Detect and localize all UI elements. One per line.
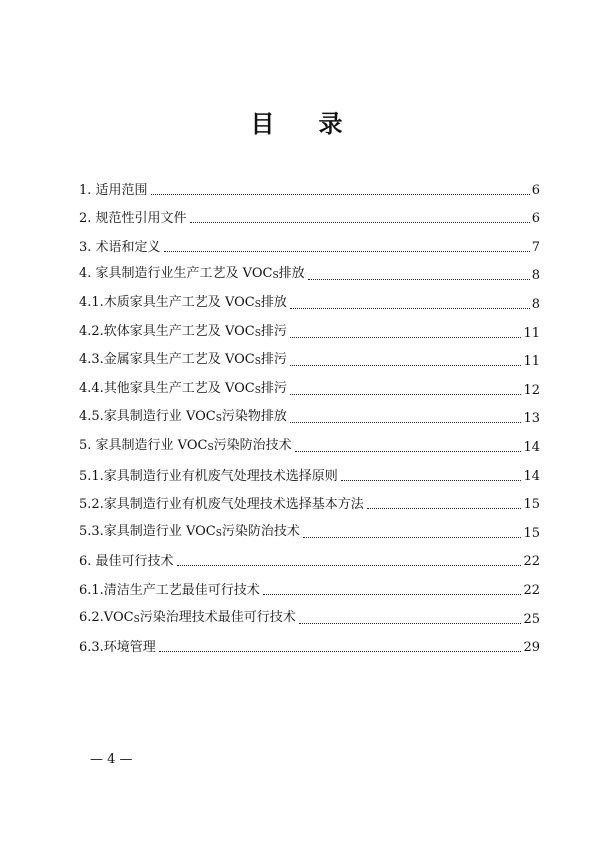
toc-entry-text-suffix: 排污 bbox=[260, 323, 287, 339]
table-of-contents bbox=[79, 170, 540, 656]
toc-entry[interactable] bbox=[79, 570, 540, 599]
toc-entry-page-number: 12 bbox=[523, 382, 540, 398]
toc-dot-leader bbox=[190, 221, 530, 223]
toc-entry[interactable] bbox=[79, 227, 540, 256]
toc-entry-page-number: 25 bbox=[523, 611, 540, 627]
toc-entry-label bbox=[79, 352, 287, 370]
toc-entry-text: 4. 家具制造行业生产工艺及 VOC bbox=[79, 266, 273, 282]
toc-dot-leader bbox=[290, 336, 522, 338]
toc-entry-page-number: 15 bbox=[523, 497, 540, 513]
toc-entry-text: 6.3.环境管理 bbox=[79, 640, 156, 656]
toc-entry[interactable] bbox=[79, 313, 540, 342]
toc-entry-text: 5.3.家具制造行业 VOC bbox=[79, 523, 216, 539]
toc-entry-text: 2. 规范性引用文件 bbox=[79, 211, 187, 227]
toc-entry-text: 4.2.软体家具生产工艺及 VOC bbox=[79, 323, 255, 339]
toc-entry-page-number: 13 bbox=[523, 411, 540, 427]
title-char-left: 目 bbox=[250, 109, 277, 138]
toc-dot-leader bbox=[159, 650, 522, 652]
toc-entry-page-number: 6 bbox=[531, 182, 540, 198]
toc-entry[interactable] bbox=[79, 485, 540, 514]
toc-entry[interactable] bbox=[79, 399, 540, 428]
toc-entry-page-number: 11 bbox=[523, 354, 540, 370]
toc-entry-text: 6.2.VOC bbox=[79, 609, 134, 625]
toc-dot-leader bbox=[151, 193, 530, 195]
toc-dot-leader bbox=[177, 564, 522, 566]
toc-entry-subscript: S bbox=[254, 299, 261, 310]
toc-entry-text: 4.4.其他家具生产工艺及 VOC bbox=[79, 380, 255, 396]
toc-entry-label bbox=[79, 381, 287, 399]
toc-entry[interactable] bbox=[79, 599, 540, 628]
page-number: — 4 — bbox=[90, 752, 133, 767]
toc-entry[interactable] bbox=[79, 427, 540, 456]
toc-dot-leader bbox=[299, 622, 522, 624]
toc-entry-label bbox=[79, 469, 338, 485]
toc-entry[interactable] bbox=[79, 628, 540, 657]
toc-dot-leader bbox=[290, 307, 530, 309]
toc-entry[interactable] bbox=[79, 170, 540, 199]
toc-entry[interactable] bbox=[79, 456, 540, 485]
toc-entry-label bbox=[79, 240, 161, 256]
toc-entry-text-suffix: 污染物排放 bbox=[221, 409, 287, 425]
toc-entry-text: 1. 适用范围 bbox=[79, 182, 148, 198]
toc-entry-text-suffix: 排污 bbox=[260, 380, 287, 396]
toc-entry-page-number: 29 bbox=[523, 640, 540, 656]
toc-entry-subscript: S bbox=[215, 528, 222, 539]
toc-entry-page-number: 8 bbox=[531, 296, 540, 312]
page-title bbox=[0, 104, 595, 139]
toc-entry-text-suffix: 污染治理技术最佳可行技术 bbox=[139, 609, 296, 625]
toc-dot-leader bbox=[295, 450, 522, 452]
toc-entry-text: 4.1.木质家具生产工艺及 VOC bbox=[79, 294, 255, 310]
toc-entry[interactable] bbox=[79, 513, 540, 542]
toc-entry-text: 5.1.家具制造行业有机废气处理技术选择原则 bbox=[79, 468, 338, 484]
toc-entry-page-number: 14 bbox=[523, 439, 540, 455]
toc-entry-page-number: 15 bbox=[523, 525, 540, 541]
toc-entry[interactable] bbox=[79, 199, 540, 228]
toc-entry-label bbox=[79, 640, 156, 656]
toc-dot-leader bbox=[290, 364, 522, 366]
toc-entry-subscript: S bbox=[254, 357, 261, 368]
toc-entry-text-suffix: 排污 bbox=[260, 352, 287, 368]
toc-entry-label bbox=[79, 554, 174, 570]
toc-entry-page-number: 11 bbox=[523, 325, 540, 341]
toc-entry-page-number: 7 bbox=[531, 239, 540, 255]
toc-entry-text-suffix: 污染防治技术 bbox=[221, 523, 300, 539]
toc-entry-subscript: S bbox=[215, 414, 222, 425]
toc-entry-text: 5.2.家具制造行业有机废气处理技术选择基本方法 bbox=[79, 497, 364, 513]
toc-dot-leader bbox=[303, 536, 522, 538]
toc-entry-label bbox=[79, 409, 287, 427]
toc-entry[interactable] bbox=[79, 256, 540, 285]
toc-entry[interactable] bbox=[79, 284, 540, 313]
toc-entry-text: 5. 家具制造行业 VOC bbox=[79, 437, 208, 453]
toc-dot-leader bbox=[290, 421, 522, 423]
toc-entry-text-suffix: 排放 bbox=[278, 266, 305, 282]
toc-entry-page-number: 14 bbox=[523, 468, 540, 484]
toc-entry-subscript: S bbox=[272, 271, 279, 282]
toc-entry-text-suffix: 排放 bbox=[260, 294, 287, 310]
toc-dot-leader bbox=[367, 507, 522, 509]
toc-entry-subscript: S bbox=[133, 614, 140, 625]
toc-entry-text-suffix: 污染防治技术 bbox=[213, 437, 292, 453]
toc-dot-leader bbox=[164, 250, 530, 252]
toc-entry-page-number: 22 bbox=[523, 554, 540, 570]
toc-entry-label bbox=[79, 324, 287, 342]
toc-entry-label bbox=[79, 211, 187, 227]
toc-entry[interactable] bbox=[79, 542, 540, 571]
toc-entry-page-number: 22 bbox=[523, 582, 540, 598]
toc-dot-leader bbox=[341, 479, 522, 481]
toc-entry-label bbox=[79, 524, 300, 542]
toc-entry-text: 3. 术语和定义 bbox=[79, 239, 161, 255]
title-char-right: 录 bbox=[318, 109, 345, 138]
toc-entry-text: 6.1.清洁生产工艺最佳可行技术 bbox=[79, 582, 260, 598]
toc-dot-leader bbox=[308, 278, 530, 280]
toc-dot-leader bbox=[263, 593, 522, 595]
toc-entry-text: 4.5.家具制造行业 VOC bbox=[79, 409, 216, 425]
toc-entry-page-number: 6 bbox=[531, 211, 540, 227]
toc-entry-subscript: S bbox=[254, 385, 261, 396]
toc-entry-text: 4.3.金属家具生产工艺及 VOC bbox=[79, 352, 255, 368]
toc-entry[interactable] bbox=[79, 342, 540, 371]
toc-entry-label bbox=[79, 183, 148, 199]
toc-dot-leader bbox=[290, 393, 522, 395]
toc-entry-subscript: S bbox=[207, 442, 214, 453]
toc-entry-label bbox=[79, 295, 287, 313]
toc-entry-label bbox=[79, 497, 364, 513]
toc-entry-label bbox=[79, 583, 260, 599]
toc-entry-page-number: 8 bbox=[531, 268, 540, 284]
toc-entry-label bbox=[79, 610, 296, 628]
toc-entry-label bbox=[79, 266, 305, 284]
toc-entry-label bbox=[79, 438, 292, 456]
toc-entry-text: 6. 最佳可行技术 bbox=[79, 554, 174, 570]
toc-entry[interactable] bbox=[79, 370, 540, 399]
toc-entry-subscript: S bbox=[254, 328, 261, 339]
